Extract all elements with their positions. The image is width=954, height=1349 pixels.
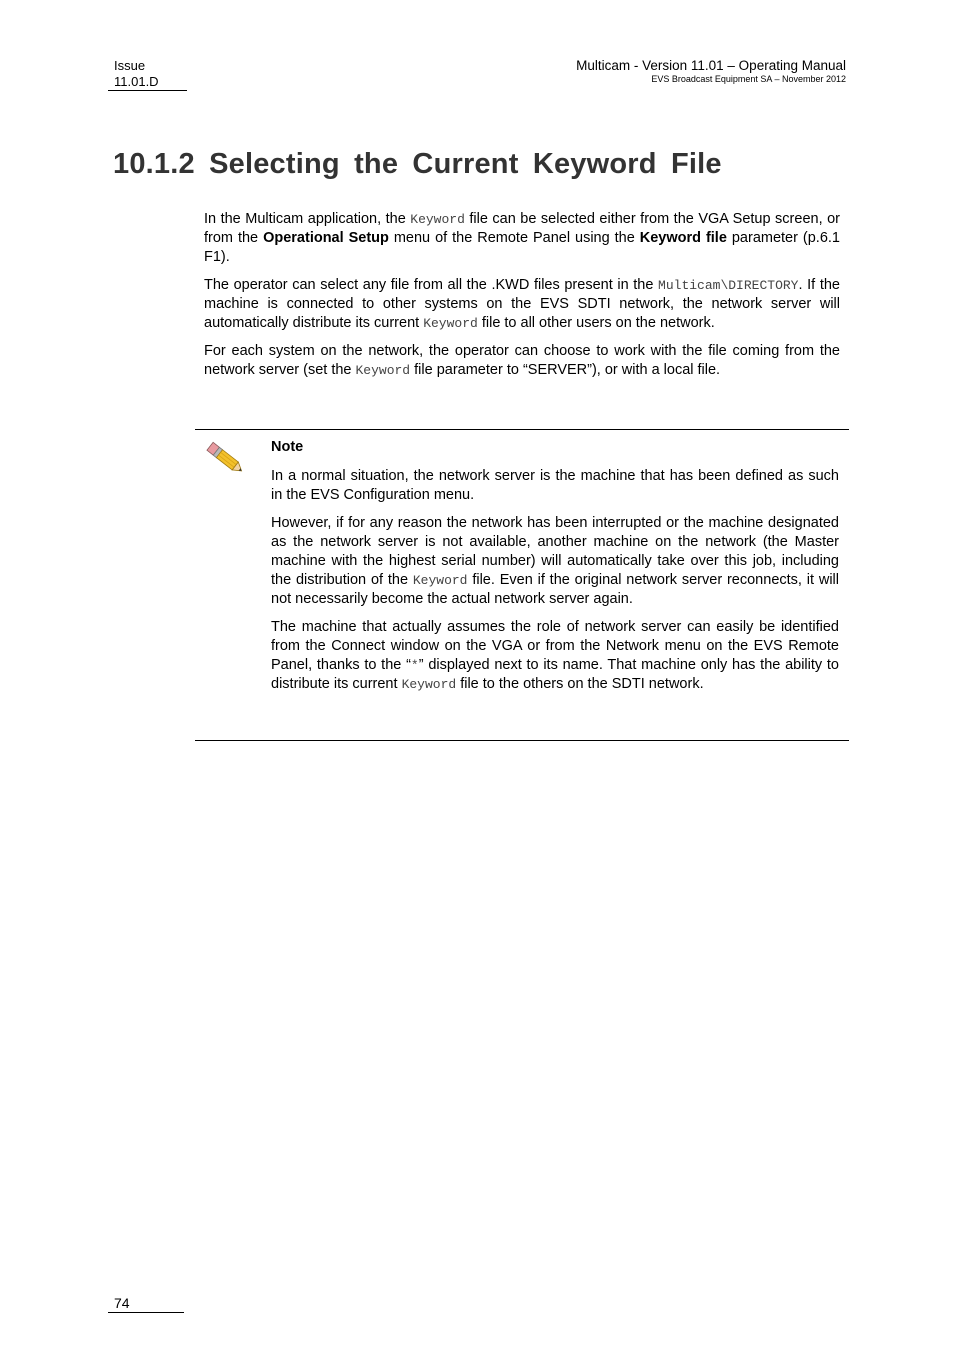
text-run: menu of the Remote Panel using the xyxy=(388,230,640,246)
text-run: file to all other users on the network. xyxy=(477,315,715,331)
text-run: For each system on the network, the operator can choose to work with the file coming from the network server (set the xyxy=(204,343,840,378)
issue-number: 11.01.D xyxy=(114,74,159,89)
pencil-icon xyxy=(203,438,247,478)
text-run: The machine that actually assumes the role of network server can easily be identified from the Connect window on the VGA or from the Network menu on the EVS Remote Panel, thanks to the “ xyxy=(271,619,839,673)
note-title: Note xyxy=(271,439,304,455)
code-directory: Multicam\DIRECTORY xyxy=(658,278,799,293)
note-paragraph-3 xyxy=(271,618,839,694)
text-run: parameter (p.6.1 F1). xyxy=(204,230,840,265)
code-keyword: Keyword xyxy=(412,573,468,588)
paragraph-1 xyxy=(204,210,840,267)
bold-operational-setup: Operational Setup xyxy=(263,230,389,246)
text-run: In the Multicam application, the xyxy=(204,211,411,227)
manual-title: Multicam - Version 11.01 – Operating Manual xyxy=(576,58,846,73)
section-body xyxy=(204,210,840,389)
running-header xyxy=(576,58,846,85)
section-title: 10.1.2 Selecting the Current Keyword File xyxy=(113,148,722,180)
text-run: file. Even if the original network server reconnects, it will not necessarily become the actual network server again. xyxy=(271,572,839,607)
page-number: 74 xyxy=(108,1294,184,1313)
note-content xyxy=(271,438,839,703)
text-run: The operator can select any file from all the .KWD files present in the xyxy=(204,277,659,293)
code-keyword: Keyword xyxy=(410,212,465,227)
code-keyword: Keyword xyxy=(423,316,478,331)
note-paragraph-2 xyxy=(271,514,839,609)
text-run: . If the machine is connected to other systems on the EVS SDTI network, the network server will automatically distribute its current xyxy=(204,277,840,331)
publisher-line: EVS Broadcast Equipment SA – November 2012 xyxy=(651,74,846,84)
text-run: file can be selected either from the VGA Setup screen, or from the xyxy=(204,211,840,246)
text-run: However, if for any reason the network has been interrupted or the machine designated as the network server is not available, another machine on the network (the Master machine with the highest serial number) will automatically take over this job, including the distribution of the xyxy=(271,515,839,588)
code-keyword: Keyword xyxy=(401,677,457,692)
issue-label: Issue xyxy=(114,58,146,73)
note-paragraph-1: In a normal situation, the network server is the machine that has been defined as such in the EVS Configuration menu. xyxy=(271,468,839,503)
paragraph-3 xyxy=(204,342,840,380)
note-box xyxy=(195,429,849,741)
paragraph-2 xyxy=(204,276,840,333)
asterisk-symbol: * xyxy=(410,658,419,673)
bold-keyword-file: Keyword file xyxy=(639,230,727,246)
text-run: ” displayed next to its name. That machine only has the ability to distribute its current xyxy=(271,657,839,692)
issue-block xyxy=(108,58,187,91)
code-keyword: Keyword xyxy=(355,363,411,378)
text-run: file parameter to “SERVER”), or with a local file. xyxy=(410,362,721,378)
text-run: file to the others on the SDTI network. xyxy=(456,676,704,692)
